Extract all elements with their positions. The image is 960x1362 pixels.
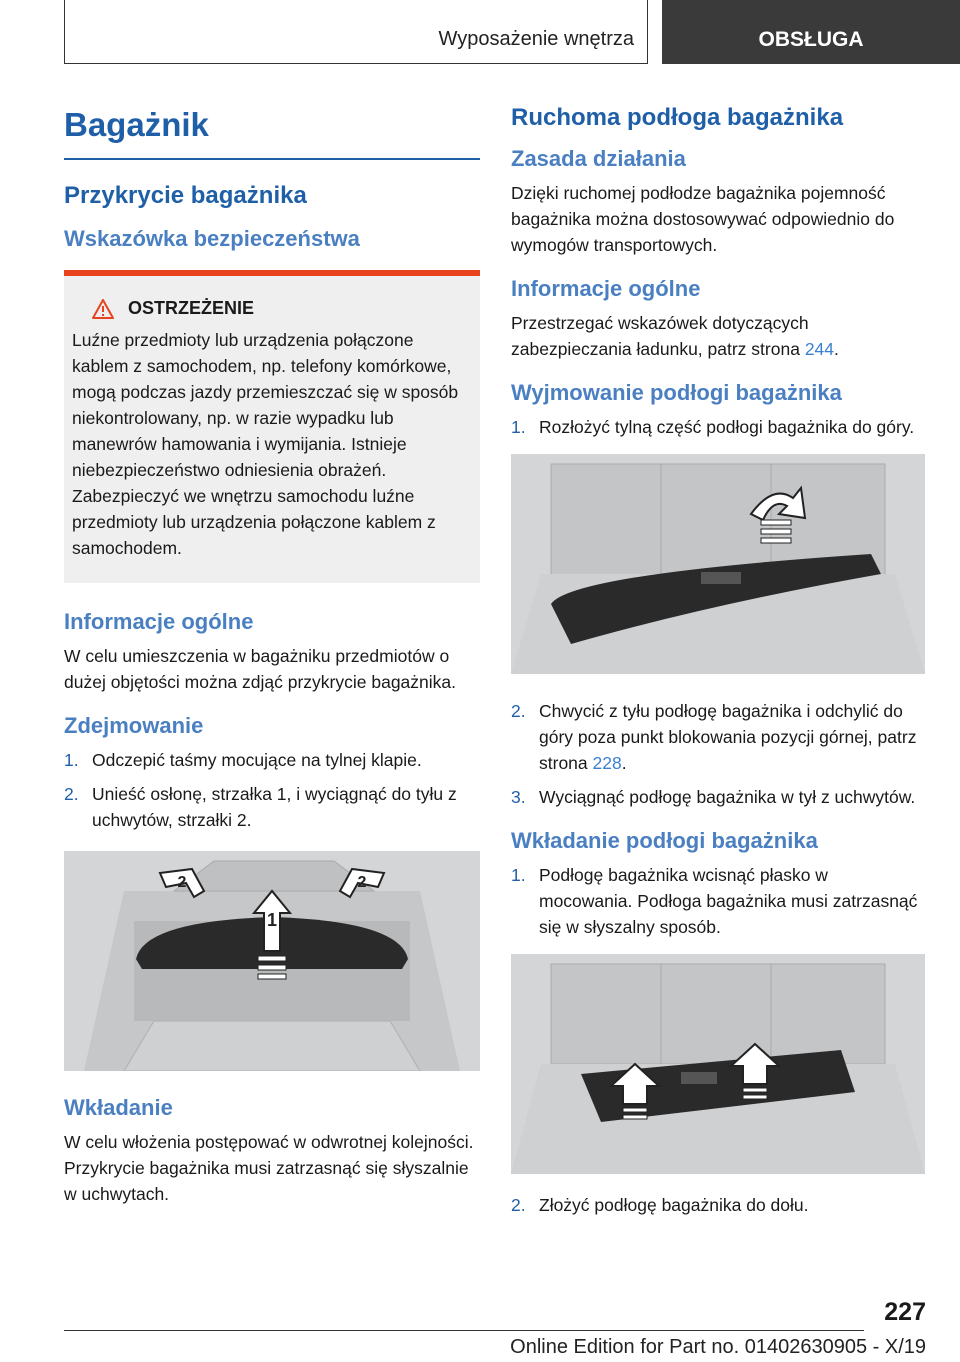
insert-floor-steps-b — [511, 1192, 925, 1218]
trunk-cover-drawing — [64, 851, 480, 1071]
insert-text: W celu włożenia postępować w odwrotnej kolejności. Przykrycie bagażnika musi zatrzasnąć się słyszalnie w uchwytach. — [64, 1132, 474, 1204]
header-section: Wyposażenie wnętrza — [438, 28, 634, 50]
principle-text: Dzięki ruchomej podłodze bagażnika pojemność bagażnika można dostosowywać odpowiednio do wymogów transportowych. — [511, 183, 895, 255]
removal-heading: Zdejmowanie — [64, 713, 204, 738]
warning-triangle-icon — [92, 299, 114, 319]
list-item: 2. Unieść osłonę, strzałka 1, i wyciągnąć do tyłu z uchwytów, strzałki 2. — [64, 784, 457, 830]
arrow-2a-label: 2 — [177, 874, 187, 891]
floor-lift-drawing — [511, 454, 925, 674]
footer-edition: Online Edition for Part no. 01402630905 - X/19 — [510, 1336, 926, 1358]
safety-heading: Wskazówka bezpieczeństwa — [64, 226, 360, 251]
insert-floor-heading: Wkładanie podłogi bagażnika — [511, 828, 818, 853]
remove-floor-steps-a — [511, 414, 925, 440]
page-link-244[interactable]: 244 — [804, 339, 835, 359]
right-title: Ruchoma podłoga bagażnika — [511, 104, 844, 131]
insert-floor-steps-a — [511, 862, 925, 940]
list-item: 2. Złożyć podłogę bagażnika do dołu. — [511, 1195, 809, 1215]
general-heading-right: Informacje ogólne — [511, 276, 701, 301]
warning-label: OSTRZEŻENIE — [128, 298, 255, 318]
section-title: Przykrycie bagażnika — [64, 182, 307, 209]
list-item: 2. Chwycić z tyłu podłogę bagażnika i odchylić do góry poza punkt blokowania pozycji górnej, patrz strona 228. — [511, 701, 917, 773]
remove-floor-heading: Wyjmowanie podłogi bagażnika — [511, 380, 842, 405]
list-item: 1. Rozłożyć tylną część podłogi bagażnika do góry. — [511, 417, 915, 437]
footer-rule — [64, 1330, 864, 1331]
list-item: 1. Podłogę bagażnika wcisnąć płasko w mocowania. Podłoga bagażnika musi zatrzasnąć się w słyszalny sposób. — [511, 865, 918, 937]
floor-lift-illustration — [511, 454, 925, 674]
list-item: 1. Odczepić taśmy mocujące na tylnej klapie. — [64, 750, 422, 770]
left-column — [64, 100, 480, 1207]
trunk-cover-illustration — [64, 851, 480, 1071]
page-title: Bagażnik — [64, 106, 209, 143]
warning-title — [92, 298, 472, 319]
insert-heading: Wkładanie — [64, 1095, 173, 1120]
removal-steps — [64, 747, 480, 833]
page-number: 227 — [884, 1298, 926, 1326]
general-text: W celu umieszczenia w bagażniku przedmiotów o dużej objętości można zdjąć przykrycie bagażnika. — [64, 646, 456, 692]
floor-insert-drawing — [511, 954, 925, 1174]
title-rule — [64, 158, 480, 160]
arrow-1-label: 1 — [266, 910, 278, 930]
warning-text: Luźne przedmioty lub urządzenia połączone kablem z samochodem, np. telefony komórkowe, mogą podczas jazdy przemieszczać się w sposób niekontrolowany, np. w razie wypadku lub manewrów hamowania i wymijania. Istnieje niebezpieczeństwo odniesienia obrażeń. Zabezpieczyć we wnętrzu samochodu luźne przedmioty lub urządzenia połączone kablem z samochodem. — [72, 330, 459, 558]
general-text-right: Przestrzegać wskazówek dotyczących zabezpieczania ładunku, patrz strona 244. — [511, 313, 839, 359]
principle-heading: Zasada działania — [511, 146, 686, 171]
floor-insert-illustration — [511, 954, 925, 1174]
header-tab[interactable]: OBSŁUGA — [662, 0, 960, 64]
general-heading: Informacje ogólne — [64, 609, 254, 634]
remove-floor-steps-b — [511, 698, 925, 810]
warning-box — [64, 270, 480, 583]
page-link-228[interactable]: 228 — [592, 753, 622, 773]
right-column — [511, 100, 925, 1228]
arrow-2b-label: 2 — [357, 874, 367, 891]
list-item: 3. Wyciągnąć podłogę bagażnika w tył z uchwytów. — [511, 787, 916, 807]
